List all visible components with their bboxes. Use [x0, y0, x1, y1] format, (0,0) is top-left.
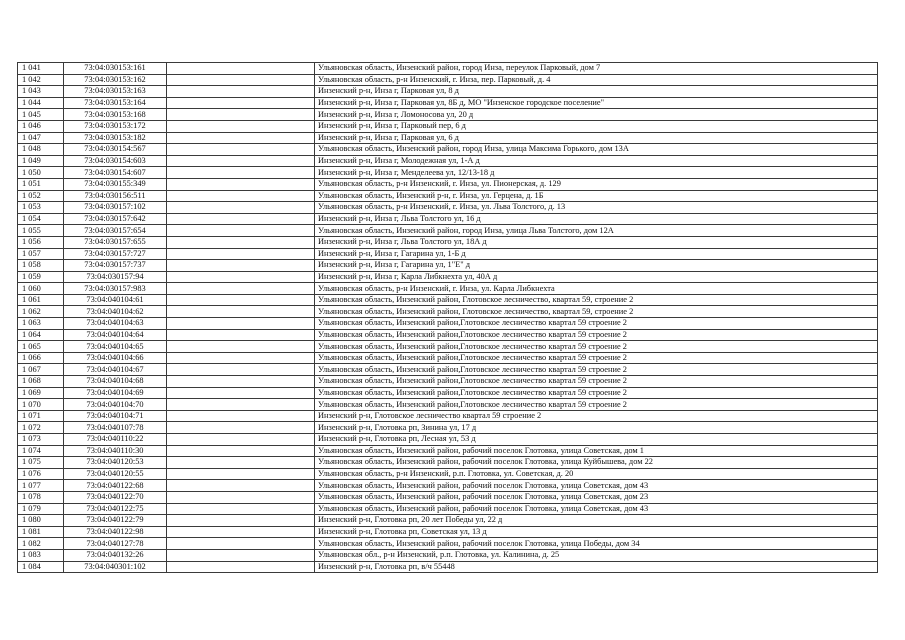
row-number: 1 063: [18, 318, 64, 330]
table-row: [18, 260, 878, 272]
cadastral-number: 73:04:030156:511: [64, 190, 167, 202]
empty-cell: [167, 190, 315, 202]
empty-cell: [167, 236, 315, 248]
address-cell: Ульяновская область, Инзенский район,Глотовское лесничество квартал 59 строение 2: [315, 387, 878, 399]
table-row: [18, 410, 878, 422]
empty-cell: [167, 318, 315, 330]
address-cell: Инзенский р-н, Инза г, Льва Толстого ул, 18А д: [315, 236, 878, 248]
table-row: [18, 248, 878, 260]
table-row: [18, 399, 878, 411]
row-number: 1 064: [18, 329, 64, 341]
empty-cell: [167, 561, 315, 573]
empty-cell: [167, 132, 315, 144]
row-number: 1 079: [18, 503, 64, 515]
table-row: [18, 97, 878, 109]
table-row: [18, 445, 878, 457]
row-number: 1 081: [18, 526, 64, 538]
table-row: [18, 457, 878, 469]
row-number: 1 049: [18, 155, 64, 167]
address-cell: Ульяновская область, Инзенский район, Глотовское лесничество, квартал 59, строение 2: [315, 294, 878, 306]
table-row: [18, 422, 878, 434]
cadastral-number: 73:04:040104:69: [64, 387, 167, 399]
cadastral-number: 73:04:040104:71: [64, 410, 167, 422]
empty-cell: [167, 329, 315, 341]
address-cell: Ульяновская область, Инзенский район,Глотовское лесничество квартал 59 строение 2: [315, 352, 878, 364]
empty-cell: [167, 491, 315, 503]
table-row: [18, 376, 878, 388]
table-row: [18, 74, 878, 86]
empty-cell: [167, 364, 315, 376]
empty-cell: [167, 352, 315, 364]
address-cell: Инзенский р-н, Инза г, Гагарина ул, 1-Б д: [315, 248, 878, 260]
row-number: 1 048: [18, 144, 64, 156]
row-number: 1 054: [18, 213, 64, 225]
table-row: [18, 515, 878, 527]
address-cell: Инзенский р-н, Глотовка рп, Лесная ул, 53 д: [315, 434, 878, 446]
table-row: [18, 109, 878, 121]
table-row: [18, 341, 878, 353]
address-cell: Инзенский р-н, Глотовское лесничество квартал 59 строение 2: [315, 410, 878, 422]
cadastral-number: 73:04:040122:68: [64, 480, 167, 492]
cadastral-number: 73:04:030154:603: [64, 155, 167, 167]
empty-cell: [167, 202, 315, 214]
empty-cell: [167, 283, 315, 295]
row-number: 1 061: [18, 294, 64, 306]
row-number: 1 068: [18, 376, 64, 388]
empty-cell: [167, 434, 315, 446]
table-row: [18, 318, 878, 330]
row-number: 1 066: [18, 352, 64, 364]
empty-cell: [167, 248, 315, 260]
table-row: [18, 549, 878, 561]
table-row: [18, 144, 878, 156]
cadastral-number: 73:04:030155:349: [64, 178, 167, 190]
cadastral-number: 73:04:040122:79: [64, 515, 167, 527]
row-number: 1 042: [18, 74, 64, 86]
address-cell: Ульяновская область, Инзенский район, город Инза, улица Льва Толстого, дом 12А: [315, 225, 878, 237]
row-number: 1 046: [18, 120, 64, 132]
address-cell: Инзенский р-н, Инза г, Парковая ул, 8Б д, МО "Инзенское городское поселение": [315, 97, 878, 109]
cadastral-number: 73:04:030157:737: [64, 260, 167, 272]
cadastral-number: 73:04:030157:655: [64, 236, 167, 248]
address-cell: Инзенский р-н, Инза г, Карла Либкнехта ул, 40А д: [315, 271, 878, 283]
empty-cell: [167, 86, 315, 98]
empty-cell: [167, 225, 315, 237]
row-number: 1 056: [18, 236, 64, 248]
row-number: 1 058: [18, 260, 64, 272]
address-cell: Инзенский р-н, Инза г, Менделеева ул, 12/13-18 д: [315, 167, 878, 179]
cadastral-number: 73:04:040104:70: [64, 399, 167, 411]
row-number: 1 044: [18, 97, 64, 109]
table-row: [18, 352, 878, 364]
address-cell: Ульяновская область, Инзенский район, рабочий поселок Глотовка, улица Куйбышева, дом 22: [315, 457, 878, 469]
table-row: [18, 271, 878, 283]
address-cell: Ульяновская обл., р-н Инзенский, р.п. Глотовка, ул. Калинина, д. 25: [315, 549, 878, 561]
empty-cell: [167, 445, 315, 457]
table-row: [18, 63, 878, 75]
cadastral-number: 73:04:030153:162: [64, 74, 167, 86]
empty-cell: [167, 503, 315, 515]
cadastral-number: 73:04:030153:161: [64, 63, 167, 75]
cadastral-number: 73:04:040122:75: [64, 503, 167, 515]
cadastral-number: 73:04:030157:102: [64, 202, 167, 214]
address-cell: Ульяновская область, Инзенский район, рабочий поселок Глотовка, улица Советская, дом 43: [315, 503, 878, 515]
cadastral-number: 73:04:040104:64: [64, 329, 167, 341]
address-cell: Ульяновская область, р-н Инзенский, г. Инза, ул. Пионерская, д. 129: [315, 178, 878, 190]
row-number: 1 050: [18, 167, 64, 179]
row-number: 1 043: [18, 86, 64, 98]
address-cell: Инзенский р-н, Глотовка рп, в/ч 55448: [315, 561, 878, 573]
row-number: 1 084: [18, 561, 64, 573]
cadastral-number: 73:04:040122:70: [64, 491, 167, 503]
cadastral-number: 73:04:040104:68: [64, 376, 167, 388]
cadastral-number: 73:04:040120:53: [64, 457, 167, 469]
empty-cell: [167, 74, 315, 86]
address-cell: Ульяновская область, р-н Инзенский, г. Инза, ул. Карла Либкнехта: [315, 283, 878, 295]
table-row: [18, 202, 878, 214]
address-cell: Инзенский р-н, Инза г, Молодежная ул, 1-А д: [315, 155, 878, 167]
row-number: 1 074: [18, 445, 64, 457]
table-row: [18, 480, 878, 492]
row-number: 1 060: [18, 283, 64, 295]
row-number: 1 052: [18, 190, 64, 202]
cadastral-number: 73:04:030153:168: [64, 109, 167, 121]
table-row: [18, 225, 878, 237]
table-row: [18, 120, 878, 132]
row-number: 1 065: [18, 341, 64, 353]
table-row: [18, 167, 878, 179]
address-cell: Ульяновская область, р-н Инзенский, р.п. Глотовка, ул. Советская, д. 20: [315, 468, 878, 480]
table-row: [18, 178, 878, 190]
empty-cell: [167, 549, 315, 561]
address-cell: Ульяновская область, Инзенский район, Глотовское лесничество, квартал 59, строение 2: [315, 306, 878, 318]
address-cell: Инзенский р-н, Инза г, Льва Толстого ул, 16 д: [315, 213, 878, 225]
cadastral-number: 73:04:040120:55: [64, 468, 167, 480]
cadastral-number: 73:04:040127:78: [64, 538, 167, 550]
empty-cell: [167, 457, 315, 469]
table-row: [18, 132, 878, 144]
property-register-table: [17, 62, 878, 573]
table-row: [18, 503, 878, 515]
table-row: [18, 294, 878, 306]
cadastral-number: 73:04:040104:66: [64, 352, 167, 364]
address-cell: Инзенский р-н, Инза г, Гагарина ул, 1"Е" д: [315, 260, 878, 272]
empty-cell: [167, 306, 315, 318]
row-number: 1 082: [18, 538, 64, 550]
address-cell: Ульяновская область, Инзенский р-н, г. Инза, ул. Герцена, д. 1Б: [315, 190, 878, 202]
table-row: [18, 468, 878, 480]
row-number: 1 062: [18, 306, 64, 318]
row-number: 1 069: [18, 387, 64, 399]
row-number: 1 080: [18, 515, 64, 527]
cadastral-number: 73:04:040104:67: [64, 364, 167, 376]
table-row: [18, 491, 878, 503]
table-row: [18, 283, 878, 295]
row-number: 1 071: [18, 410, 64, 422]
empty-cell: [167, 63, 315, 75]
empty-cell: [167, 376, 315, 388]
empty-cell: [167, 213, 315, 225]
table-row: [18, 306, 878, 318]
address-cell: Ульяновская область, Инзенский район,Глотовское лесничество квартал 59 строение 2: [315, 329, 878, 341]
address-cell: Ульяновская область, Инзенский район, рабочий поселок Глотовка, улица Советская, дом 43: [315, 480, 878, 492]
address-cell: Ульяновская область, р-н Инзенский, г. Инза, ул. Льва Толстого, д. 13: [315, 202, 878, 214]
row-number: 1 078: [18, 491, 64, 503]
address-cell: Инзенский р-н, Инза г, Парковая ул, 6 д: [315, 132, 878, 144]
address-cell: Инзенский р-н, Глотовка рп, Советская ул, 13 д: [315, 526, 878, 538]
empty-cell: [167, 399, 315, 411]
cadastral-number: 73:04:030157:727: [64, 248, 167, 260]
cadastral-number: 73:04:030153:163: [64, 86, 167, 98]
table-row: [18, 213, 878, 225]
table-row: [18, 538, 878, 550]
address-cell: Ульяновская область, Инзенский район,Глотовское лесничество квартал 59 строение 2: [315, 318, 878, 330]
row-number: 1 067: [18, 364, 64, 376]
cadastral-number: 73:04:030157:642: [64, 213, 167, 225]
empty-cell: [167, 422, 315, 434]
empty-cell: [167, 120, 315, 132]
cadastral-number: 73:04:030154:607: [64, 167, 167, 179]
empty-cell: [167, 294, 315, 306]
row-number: 1 072: [18, 422, 64, 434]
cadastral-number: 73:04:040110:30: [64, 445, 167, 457]
empty-cell: [167, 538, 315, 550]
address-cell: Ульяновская область, Инзенский район, рабочий поселок Глотовка, улица Победы, дом 34: [315, 538, 878, 550]
table-row: [18, 86, 878, 98]
cadastral-number: 73:04:030154:567: [64, 144, 167, 156]
address-cell: Инзенский р-н, Инза г, Парковый пер, 6 д: [315, 120, 878, 132]
table-row: [18, 190, 878, 202]
address-cell: Ульяновская область, Инзенский район,Глотовское лесничество квартал 59 строение 2: [315, 341, 878, 353]
address-cell: Ульяновская область, Инзенский район, город Инза, улица Максима Горького, дом 13А: [315, 144, 878, 156]
empty-cell: [167, 178, 315, 190]
address-cell: Инзенский р-н, Глотовка рп, Зинина ул, 17 д: [315, 422, 878, 434]
address-cell: Ульяновская область, Инзенский район,Глотовское лесничество квартал 59 строение 2: [315, 376, 878, 388]
empty-cell: [167, 515, 315, 527]
cadastral-number: 73:04:030157:94: [64, 271, 167, 283]
address-cell: Ульяновская область, Инзенский район, рабочий поселок Глотовка, улица Советская, дом 23: [315, 491, 878, 503]
cadastral-number: 73:04:030157:654: [64, 225, 167, 237]
cadastral-number: 73:04:040122:98: [64, 526, 167, 538]
row-number: 1 059: [18, 271, 64, 283]
row-number: 1 045: [18, 109, 64, 121]
register-body: [18, 63, 878, 573]
table-row: [18, 526, 878, 538]
cadastral-number: 73:04:040104:65: [64, 341, 167, 353]
cadastral-number: 73:04:040132:26: [64, 549, 167, 561]
address-cell: Ульяновская область, Инзенский район, рабочий поселок Глотовка, улица Советская, дом 1: [315, 445, 878, 457]
cadastral-number: 73:04:030157:983: [64, 283, 167, 295]
empty-cell: [167, 97, 315, 109]
table-row: [18, 329, 878, 341]
row-number: 1 070: [18, 399, 64, 411]
empty-cell: [167, 109, 315, 121]
address-cell: Инзенский р-н, Инза г, Ломоносова ул, 20 д: [315, 109, 878, 121]
cadastral-number: 73:04:030153:172: [64, 120, 167, 132]
empty-cell: [167, 526, 315, 538]
empty-cell: [167, 341, 315, 353]
empty-cell: [167, 144, 315, 156]
row-number: 1 057: [18, 248, 64, 260]
register-sheet: [17, 62, 878, 573]
address-cell: Ульяновская область, Инзенский район, город Инза, переулок Парковый, дом 7: [315, 63, 878, 75]
table-row: [18, 364, 878, 376]
table-row: [18, 434, 878, 446]
address-cell: Инзенский р-н, Инза г, Парковая ул, 8 д: [315, 86, 878, 98]
address-cell: Инзенский р-н, Глотовка рп, 20 лет Победы ул, 22 д: [315, 515, 878, 527]
row-number: 1 041: [18, 63, 64, 75]
cadastral-number: 73:04:040107:78: [64, 422, 167, 434]
row-number: 1 077: [18, 480, 64, 492]
cadastral-number: 73:04:040104:63: [64, 318, 167, 330]
empty-cell: [167, 155, 315, 167]
row-number: 1 076: [18, 468, 64, 480]
address-cell: Ульяновская область, Инзенский район,Глотовское лесничество квартал 59 строение 2: [315, 364, 878, 376]
cadastral-number: 73:04:030153:182: [64, 132, 167, 144]
cadastral-number: 73:04:040104:62: [64, 306, 167, 318]
empty-cell: [167, 480, 315, 492]
address-cell: Ульяновская область, р-н Инзенский, г. Инза, пер. Парковый, д. 4: [315, 74, 878, 86]
empty-cell: [167, 387, 315, 399]
row-number: 1 055: [18, 225, 64, 237]
address-cell: Ульяновская область, Инзенский район,Глотовское лесничество квартал 59 строение 2: [315, 399, 878, 411]
empty-cell: [167, 260, 315, 272]
row-number: 1 053: [18, 202, 64, 214]
table-row: [18, 561, 878, 573]
cadastral-number: 73:04:030153:164: [64, 97, 167, 109]
row-number: 1 047: [18, 132, 64, 144]
row-number: 1 083: [18, 549, 64, 561]
table-row: [18, 236, 878, 248]
table-row: [18, 387, 878, 399]
empty-cell: [167, 468, 315, 480]
table-row: [18, 155, 878, 167]
empty-cell: [167, 167, 315, 179]
row-number: 1 073: [18, 434, 64, 446]
cadastral-number: 73:04:040104:61: [64, 294, 167, 306]
cadastral-number: 73:04:040110:22: [64, 434, 167, 446]
empty-cell: [167, 410, 315, 422]
row-number: 1 075: [18, 457, 64, 469]
empty-cell: [167, 271, 315, 283]
cadastral-number: 73:04:040301:102: [64, 561, 167, 573]
row-number: 1 051: [18, 178, 64, 190]
